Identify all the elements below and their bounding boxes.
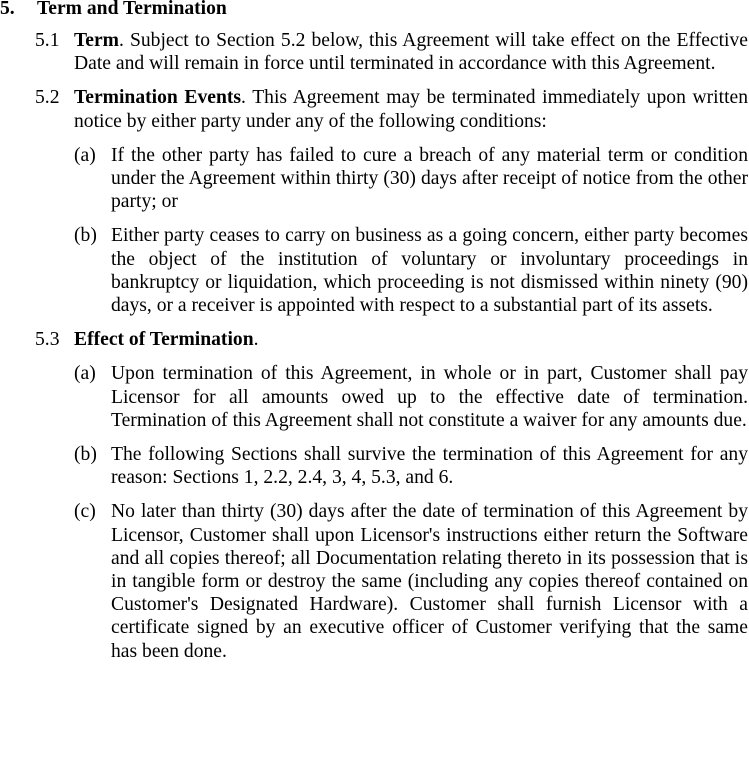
item-label: (a)	[74, 363, 96, 385]
section-title: Term and Termination	[37, 0, 227, 19]
item-text: Upon termination of this Agreement, in whole or in part, Customer shall pay Licensor for all amounts owed up to the effective date of termination. Termination of this Agreement shall not constitute a waiver for any amounts due.	[111, 363, 748, 431]
item-text: Either party ceases to carry on business as a going concern, either party becomes the object of the institution of voluntary or involuntary proceedings in bankruptcy or liquidation, which proceeding is not dismissed within ninety (90) days, or a receiver is appointed with respect to a substantial part of its assets.	[111, 225, 748, 317]
item-label: (b)	[74, 444, 97, 466]
clause-title: Term	[74, 30, 119, 51]
list-item	[74, 224, 748, 317]
item-label: (a)	[74, 144, 96, 166]
list-item	[74, 144, 748, 214]
section-heading	[0, 0, 749, 20]
item-text: The following Sections shall survive the termination of this Agreement for any reason: Sections 1, 2.2, 2.4, 3, 4, 5.3, and 6.	[111, 444, 748, 489]
list-item	[74, 500, 748, 662]
clause-text: . Subject to Section 5.2 below, this Agreement will take effect on the Effective Date and will remain in force until terminated in accordance with this Agreement.	[74, 30, 748, 75]
clause-termination-events	[35, 86, 748, 132]
clause-text: . This Agreement may be terminated immediately upon written notice by either party under any of the following conditions:	[74, 87, 748, 132]
item-text: If the other party has failed to cure a breach of any material term or condition under the Agreement within thirty (30) days after receipt of notice from the other party; or	[111, 144, 748, 213]
clause-title: Effect of Termination	[74, 329, 254, 351]
clause-number: 5.3	[35, 329, 60, 351]
section-number: 5.	[0, 0, 15, 19]
item-text: No later than thirty (30) days after the date of termination of this Agreement by Licensor, Customer shall upon Licensor's instructions either return the Software and all copies thereof; all Documentation relating thereto in its possession that is in tangible form or destroy the same (including any copies thereof contained on Customer's Designated Hardware). Customer shall furnish Licensor with a certificate signed by an executive officer of Customer verifying that the same has been done.	[111, 501, 748, 662]
clause-term	[35, 29, 748, 75]
clause-title: Termination Events	[74, 87, 242, 109]
clause-effect-of-termination	[35, 328, 748, 351]
clause-number: 5.2	[35, 87, 60, 109]
item-label: (c)	[74, 501, 96, 523]
item-label: (b)	[74, 225, 97, 247]
clause-text: .	[253, 329, 259, 351]
list-item	[74, 362, 748, 432]
clause-number: 5.1	[35, 30, 60, 51]
list-item	[74, 443, 748, 489]
